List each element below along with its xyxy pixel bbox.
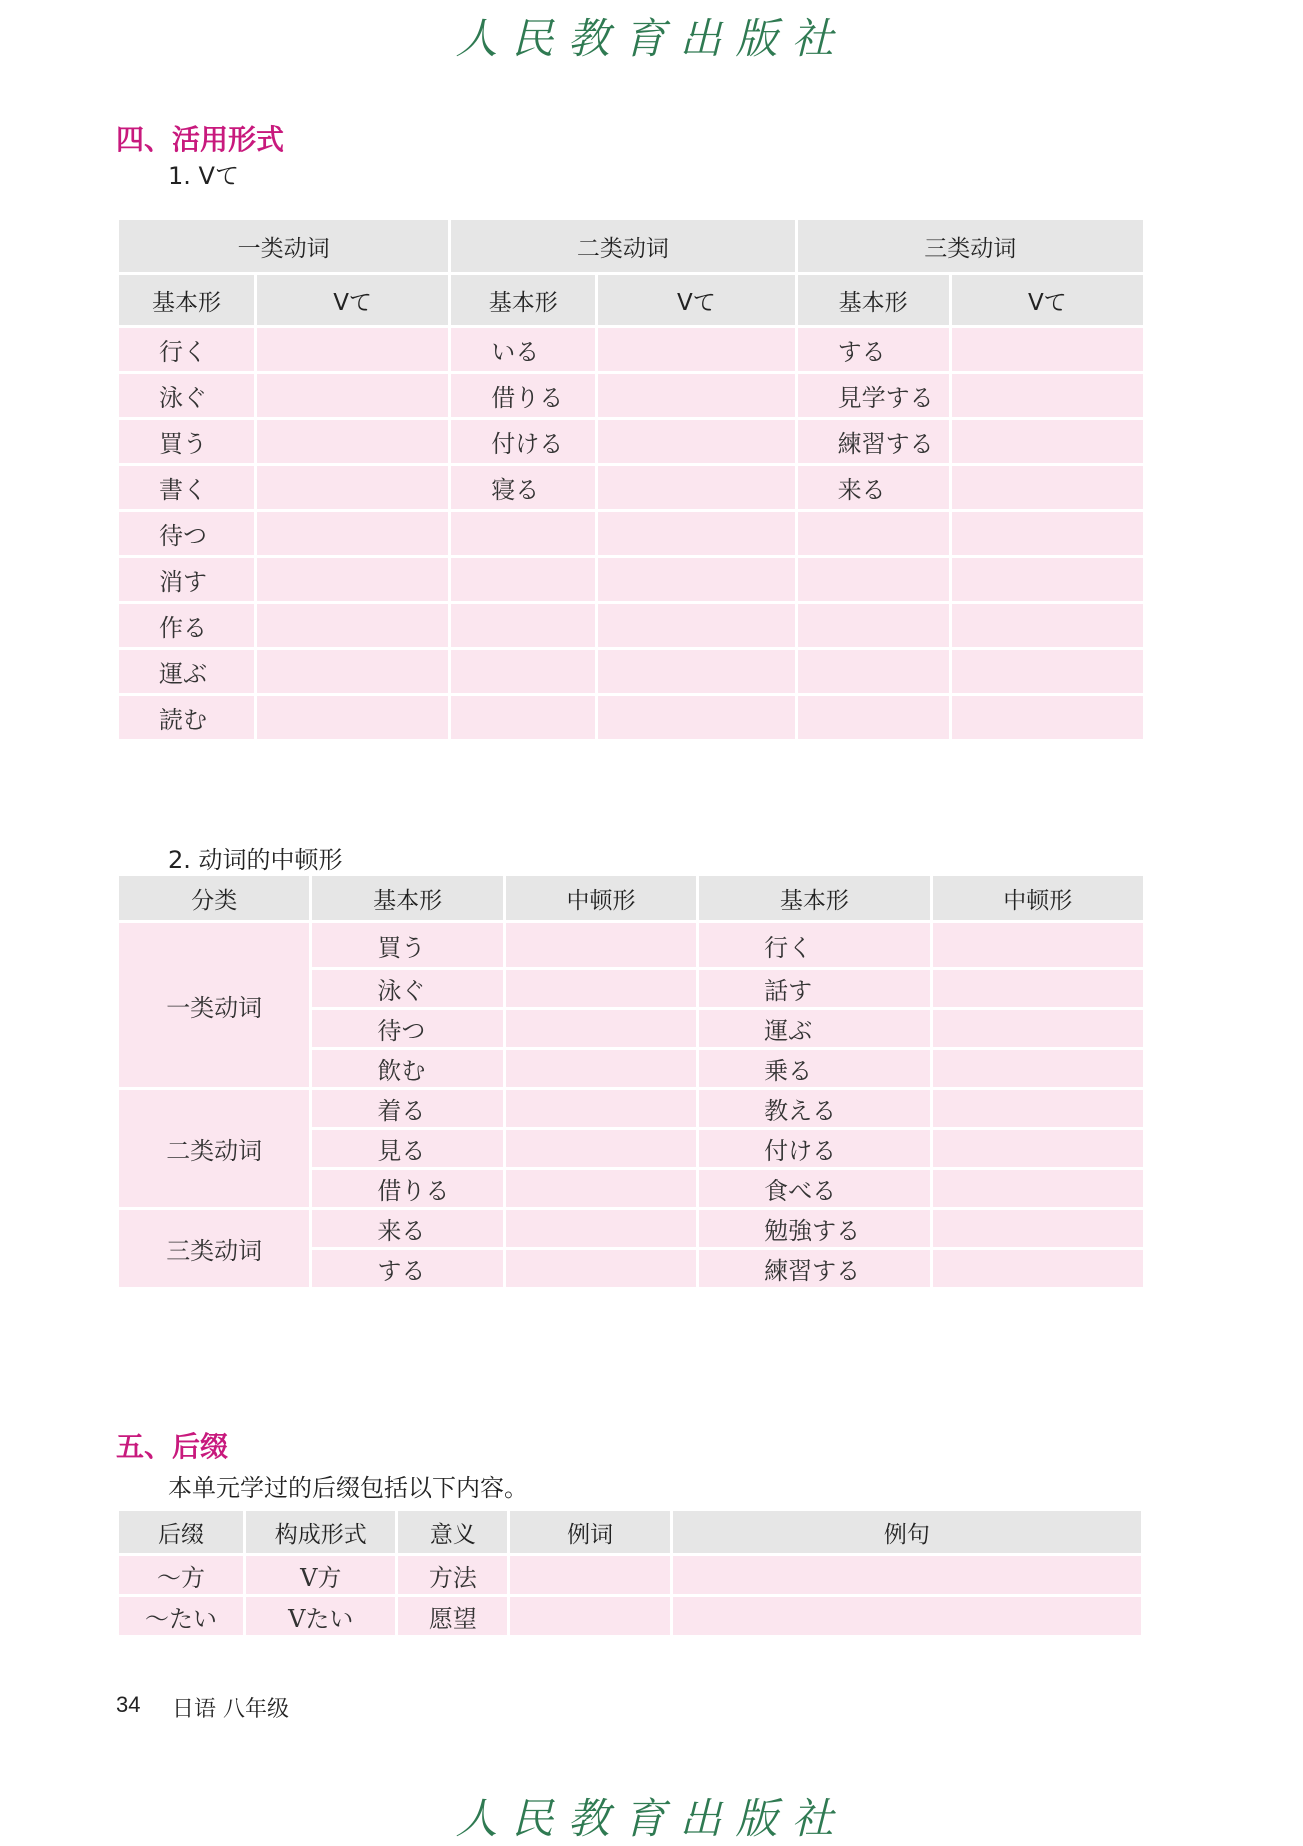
te-answer-cell[interactable] bbox=[257, 328, 448, 371]
te-answer-cell[interactable] bbox=[598, 374, 794, 417]
te-answer-cell[interactable] bbox=[952, 604, 1143, 647]
header-category: 分类 bbox=[119, 876, 309, 920]
continuative-answer-cell[interactable] bbox=[933, 923, 1143, 967]
col-header-base: 基本形 bbox=[119, 275, 254, 325]
section-5-title: 五、后缀 bbox=[116, 1430, 229, 1463]
verb-base-cell: 買う bbox=[312, 923, 502, 967]
verb-base-cell bbox=[798, 512, 949, 555]
header-form: 构成形式 bbox=[246, 1511, 395, 1553]
continuative-answer-cell[interactable] bbox=[506, 1250, 696, 1287]
verb-base-cell: する bbox=[312, 1250, 502, 1287]
verb-base-cell bbox=[798, 696, 949, 739]
verb-base-cell: 見学する bbox=[798, 374, 949, 417]
continuative-answer-cell[interactable] bbox=[933, 1050, 1143, 1087]
continuative-answer-cell[interactable] bbox=[506, 1090, 696, 1127]
section-4-title: 四、活用形式 bbox=[116, 123, 285, 156]
continuative-answer-cell[interactable] bbox=[933, 1250, 1143, 1287]
suffix-cell: ～たい bbox=[119, 1597, 243, 1635]
publisher-logo-top: 人民教育出版社 bbox=[455, 14, 848, 63]
continuative-answer-cell[interactable] bbox=[506, 1210, 696, 1247]
verb-base-cell: 借りる bbox=[312, 1170, 502, 1207]
table-row bbox=[119, 512, 1143, 555]
verb-base-cell: 練習する bbox=[699, 1250, 929, 1287]
example-word-cell[interactable] bbox=[510, 1597, 669, 1635]
te-form-table bbox=[116, 217, 1146, 742]
verb-base-cell: 買う bbox=[119, 420, 254, 463]
te-answer-cell[interactable] bbox=[598, 650, 794, 693]
header-meaning: 意义 bbox=[398, 1511, 507, 1553]
te-answer-cell[interactable] bbox=[952, 328, 1143, 371]
te-answer-cell[interactable] bbox=[257, 604, 448, 647]
continuative-answer-cell[interactable] bbox=[933, 1090, 1143, 1127]
header-example-word: 例词 bbox=[510, 1511, 669, 1553]
section-5-intro: 本单元学过的后缀包括以下内容。 bbox=[168, 1474, 528, 1502]
te-answer-cell[interactable] bbox=[952, 512, 1143, 555]
group-header-1: 一类动词 bbox=[119, 220, 448, 272]
table-row bbox=[119, 1597, 1141, 1635]
te-answer-cell[interactable] bbox=[257, 374, 448, 417]
continuative-answer-cell[interactable] bbox=[506, 970, 696, 1007]
verb-base-cell: 借りる bbox=[451, 374, 595, 417]
group-header-2: 二类动词 bbox=[451, 220, 794, 272]
verb-base-cell bbox=[451, 696, 595, 739]
verb-base-cell: いる bbox=[451, 328, 595, 371]
table-row bbox=[119, 923, 1143, 967]
verb-base-cell: する bbox=[798, 328, 949, 371]
verb-base-cell: 行く bbox=[699, 923, 929, 967]
te-answer-cell[interactable] bbox=[257, 558, 448, 601]
example-sentence-cell[interactable] bbox=[673, 1597, 1141, 1635]
verb-base-cell: 付ける bbox=[451, 420, 595, 463]
te-answer-cell[interactable] bbox=[257, 420, 448, 463]
continuative-answer-cell[interactable] bbox=[933, 970, 1143, 1007]
continuative-answer-cell[interactable] bbox=[933, 1170, 1143, 1207]
continuative-answer-cell[interactable] bbox=[506, 1170, 696, 1207]
te-answer-cell[interactable] bbox=[952, 466, 1143, 509]
header-continuative: 中顿形 bbox=[933, 876, 1143, 920]
te-answer-cell[interactable] bbox=[952, 420, 1143, 463]
group-header-3: 三类动词 bbox=[798, 220, 1143, 272]
suffix-table bbox=[116, 1508, 1144, 1638]
verb-base-cell: 行く bbox=[119, 328, 254, 371]
te-answer-cell[interactable] bbox=[257, 696, 448, 739]
te-answer-cell[interactable] bbox=[257, 466, 448, 509]
verb-base-cell: 勉強する bbox=[699, 1210, 929, 1247]
te-answer-cell[interactable] bbox=[257, 650, 448, 693]
verb-base-cell: 来る bbox=[312, 1210, 502, 1247]
continuative-answer-cell[interactable] bbox=[933, 1210, 1143, 1247]
verb-base-cell: 着る bbox=[312, 1090, 502, 1127]
continuative-form-table bbox=[116, 873, 1146, 1290]
te-answer-cell[interactable] bbox=[598, 696, 794, 739]
verb-base-cell: 泳ぐ bbox=[312, 970, 502, 1007]
verb-base-cell bbox=[798, 650, 949, 693]
verb-base-cell: 書く bbox=[119, 466, 254, 509]
te-answer-cell[interactable] bbox=[598, 328, 794, 371]
verb-category-cell: 一类动词 bbox=[119, 923, 309, 1087]
te-answer-cell[interactable] bbox=[952, 650, 1143, 693]
table-row bbox=[119, 1090, 1143, 1127]
subsection-1-title: 1. Ⅴて bbox=[168, 162, 239, 190]
page-number: 34 bbox=[116, 1692, 141, 1717]
header-base: 基本形 bbox=[312, 876, 502, 920]
verb-base-cell: 作る bbox=[119, 604, 254, 647]
te-answer-cell[interactable] bbox=[952, 696, 1143, 739]
verb-base-cell: 読む bbox=[119, 696, 254, 739]
col-header-te: Ⅴて bbox=[952, 275, 1143, 325]
verb-base-cell: 運ぶ bbox=[699, 1010, 929, 1047]
verb-base-cell: 練習する bbox=[798, 420, 949, 463]
verb-base-cell bbox=[451, 650, 595, 693]
header-example-sentence: 例句 bbox=[673, 1511, 1141, 1553]
table-row bbox=[119, 696, 1143, 739]
verb-base-cell: 飲む bbox=[312, 1050, 502, 1087]
te-answer-cell[interactable] bbox=[952, 558, 1143, 601]
verb-base-cell: 来る bbox=[798, 466, 949, 509]
book-title: 日语 八年级 bbox=[172, 1697, 289, 1722]
header-continuative: 中顿形 bbox=[506, 876, 696, 920]
verb-base-cell: 付ける bbox=[699, 1130, 929, 1167]
te-answer-cell[interactable] bbox=[598, 512, 794, 555]
verb-base-cell: 話す bbox=[699, 970, 929, 1007]
col-header-te: Ⅴて bbox=[598, 275, 794, 325]
verb-base-cell bbox=[798, 604, 949, 647]
verb-base-cell bbox=[451, 604, 595, 647]
verb-base-cell: 運ぶ bbox=[119, 650, 254, 693]
suffix-cell: ～方 bbox=[119, 1556, 243, 1594]
verb-category-cell: 二类动词 bbox=[119, 1090, 309, 1207]
table-row bbox=[119, 558, 1143, 601]
form-cell: Ⅴたい bbox=[246, 1597, 395, 1635]
col-header-base: 基本形 bbox=[798, 275, 949, 325]
table-row bbox=[119, 466, 1143, 509]
verb-category-cell: 三类动词 bbox=[119, 1210, 309, 1287]
verb-base-cell bbox=[798, 558, 949, 601]
te-answer-cell[interactable] bbox=[598, 604, 794, 647]
te-answer-cell[interactable] bbox=[598, 420, 794, 463]
col-header-base: 基本形 bbox=[451, 275, 595, 325]
continuative-answer-cell[interactable] bbox=[506, 1130, 696, 1167]
subsection-2-title: 2. 动词的中顿形 bbox=[168, 846, 343, 874]
meaning-cell: 愿望 bbox=[398, 1597, 507, 1635]
table-row bbox=[119, 328, 1143, 371]
col-header-te: Ⅴて bbox=[257, 275, 448, 325]
te-answer-cell[interactable] bbox=[952, 374, 1143, 417]
header-suffix: 后缀 bbox=[119, 1511, 243, 1553]
verb-base-cell: 待つ bbox=[119, 512, 254, 555]
header-base: 基本形 bbox=[699, 876, 929, 920]
form-cell: Ⅴ方 bbox=[246, 1556, 395, 1594]
verb-base-cell bbox=[451, 512, 595, 555]
verb-base-cell: 見る bbox=[312, 1130, 502, 1167]
table-row bbox=[119, 420, 1143, 463]
verb-base-cell: 乗る bbox=[699, 1050, 929, 1087]
continuative-answer-cell[interactable] bbox=[506, 923, 696, 967]
verb-base-cell: 消す bbox=[119, 558, 254, 601]
verb-base-cell: 待つ bbox=[312, 1010, 502, 1047]
example-sentence-cell[interactable] bbox=[673, 1556, 1141, 1594]
example-word-cell[interactable] bbox=[510, 1556, 669, 1594]
meaning-cell: 方法 bbox=[398, 1556, 507, 1594]
te-answer-cell[interactable] bbox=[598, 558, 794, 601]
te-answer-cell[interactable] bbox=[257, 512, 448, 555]
publisher-logo-bottom: 人民教育出版社 bbox=[455, 1794, 848, 1843]
verb-base-cell: 食べる bbox=[699, 1170, 929, 1207]
continuative-answer-cell[interactable] bbox=[506, 1010, 696, 1047]
table-row bbox=[119, 1210, 1143, 1247]
te-answer-cell[interactable] bbox=[598, 466, 794, 509]
table-row bbox=[119, 1556, 1141, 1594]
verb-base-cell: 寝る bbox=[451, 466, 595, 509]
verb-base-cell bbox=[451, 558, 595, 601]
continuative-answer-cell[interactable] bbox=[933, 1010, 1143, 1047]
verb-base-cell: 泳ぐ bbox=[119, 374, 254, 417]
table-row bbox=[119, 650, 1143, 693]
table-row bbox=[119, 374, 1143, 417]
table-row bbox=[119, 604, 1143, 647]
verb-base-cell: 教える bbox=[699, 1090, 929, 1127]
continuative-answer-cell[interactable] bbox=[933, 1130, 1143, 1167]
continuative-answer-cell[interactable] bbox=[506, 1050, 696, 1087]
